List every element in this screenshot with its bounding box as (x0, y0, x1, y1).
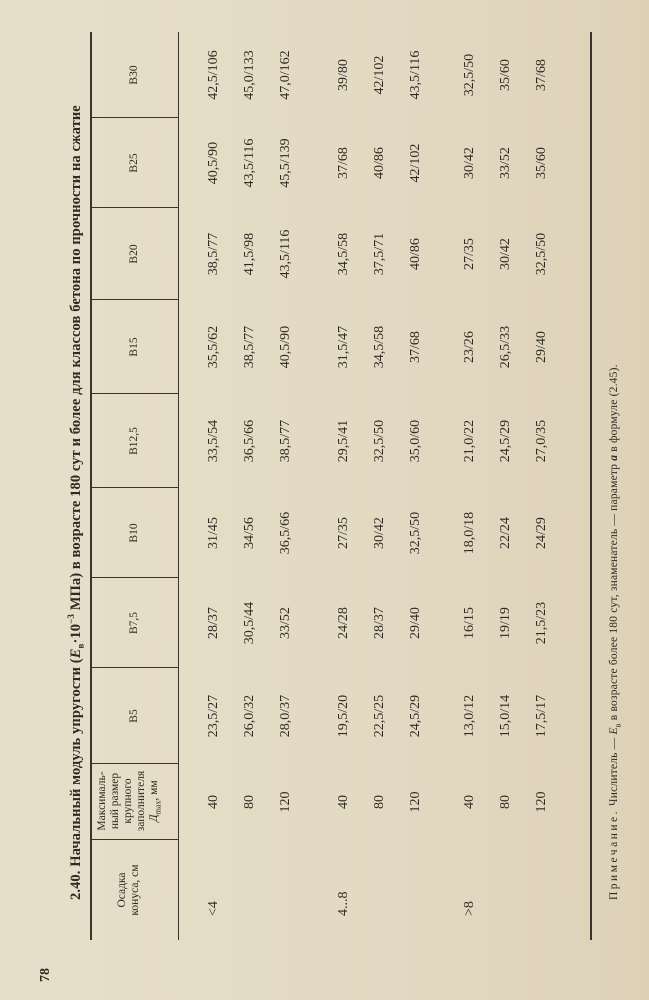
table-cell: 42,5/106 (206, 50, 221, 100)
footnote-param: a (608, 454, 620, 461)
table-cell: 34,5/58 (372, 325, 387, 369)
slump-group-label: 4...8 (336, 891, 351, 916)
aggregate-size: 40 (336, 795, 351, 809)
table-cell: 27/35 (336, 517, 351, 549)
header-aggregate-subscript: max (153, 800, 163, 815)
table-cell: 32,5/50 (462, 53, 477, 97)
title-superscript: −3 (66, 614, 76, 624)
aggregate-size: 40 (206, 795, 221, 809)
table-cell: 43,5/116 (408, 50, 423, 100)
header-aggregate-line: ный размер (109, 772, 121, 830)
footnote-label: Примечание. (608, 809, 620, 900)
table-cell: 29/40 (408, 607, 423, 639)
table-cell: 22/24 (498, 517, 513, 549)
table-cell: 31/45 (206, 517, 221, 549)
table-cell: 45,0/133 (242, 50, 257, 100)
table-cell: 26,0/32 (242, 694, 257, 738)
table-footnote (608, 364, 622, 900)
header-aggregate-symbol: Д (148, 814, 160, 822)
header-col-b25: B25 (128, 153, 140, 173)
table-cell: 38,5/77 (206, 232, 221, 276)
title-prefix: 2.40. Начальный модуль упругости ( (67, 658, 84, 900)
table-cell: 23,5/27 (206, 694, 221, 738)
aggregate-size: 80 (372, 795, 387, 809)
table-cell: 36,5/66 (278, 511, 293, 555)
footnote-text: Числитель — (608, 734, 620, 810)
table-header-rule (178, 32, 179, 940)
table-cell: 43,5/116 (278, 229, 293, 279)
table-cell: 40/86 (372, 147, 387, 179)
table-cell: 30/42 (372, 517, 387, 549)
table-cell: 22,5/25 (372, 694, 387, 738)
footnote-text: в возрасте более 180 сут, знаменатель — параметр (608, 460, 620, 724)
table-cell: 37/68 (534, 59, 549, 91)
header-slump (116, 842, 142, 938)
aggregate-size: 120 (534, 791, 549, 813)
header-slump-line: Осадка (116, 872, 128, 908)
table-cell: 28,0/37 (278, 694, 293, 738)
table-top-rule (90, 32, 92, 940)
table-cell: 31,5/47 (336, 325, 351, 369)
header-col-b5: B5 (128, 709, 140, 723)
table-cell: 15,0/14 (498, 694, 513, 738)
header-col-b20: B20 (128, 244, 140, 264)
table-cell: 13,0/12 (462, 694, 477, 738)
table-cell: 21,5/23 (534, 601, 549, 645)
table-cell: 24/29 (534, 517, 549, 549)
header-aggregate-unit: , мм (148, 780, 160, 801)
table-cell: 17,5/17 (534, 694, 549, 738)
table-cell: 37,5/71 (372, 232, 387, 276)
table-cell: 38,5/77 (278, 419, 293, 463)
title-mid: ·10 (67, 623, 84, 644)
table-cell: 42/102 (372, 55, 387, 95)
table-title (66, 105, 86, 900)
title-suffix: МПа) в возрасте 180 сут и более для классов бетона по прочности на сжатие (67, 105, 84, 615)
table-cell: 26,5/33 (498, 325, 513, 369)
header-aggregate-line: крупного (122, 778, 134, 824)
table-cell: 24,5/29 (498, 419, 513, 463)
table-cell: 24/28 (336, 607, 351, 639)
table-cell: 28/37 (206, 607, 221, 639)
table-cell: 34,5/58 (336, 232, 351, 276)
table-cell: 43,5/116 (242, 138, 257, 188)
table-cell: 28/37 (372, 607, 387, 639)
footnote-symbol: E (608, 727, 620, 735)
table-cell: 24,5/29 (408, 694, 423, 738)
header-col-b10: B10 (128, 523, 140, 543)
header-divider-1 (90, 839, 178, 840)
table-cell: 18,0/18 (462, 511, 477, 555)
table-cell: 34/56 (242, 517, 257, 549)
table-cell: 37/68 (336, 147, 351, 179)
header-aggregate-line (148, 764, 164, 838)
table-cell: 45,5/139 (278, 138, 293, 188)
table-cell: 35,0/60 (408, 419, 423, 463)
footnote-subscript: в (613, 723, 623, 728)
header-aggregate-line: Максималь- (96, 771, 108, 831)
footnote-text: в формуле (2.45). (608, 364, 620, 455)
table-cell: 47,0/162 (278, 50, 293, 100)
table-cell: 33,5/54 (206, 419, 221, 463)
aggregate-size: 40 (462, 795, 477, 809)
table-cell: 37/68 (408, 331, 423, 363)
title-subscript: в (75, 643, 86, 649)
header-aggregate (96, 764, 164, 838)
aggregate-size: 120 (408, 791, 423, 813)
header-aggregate-line: заполнителя (135, 770, 147, 832)
table-cell: 30/42 (498, 238, 513, 270)
table-cell: 35/60 (498, 59, 513, 91)
table-cell: 38,5/77 (242, 325, 257, 369)
table-cell: 16/15 (462, 607, 477, 639)
aggregate-size: 120 (278, 791, 293, 813)
table-cell: 27/35 (462, 238, 477, 270)
slump-group-label: <4 (206, 901, 221, 916)
page-number: 78 (38, 968, 53, 982)
table-cell: 32,5/50 (372, 419, 387, 463)
table-cell: 27,0/35 (534, 419, 549, 463)
table-cell: 32,5/50 (534, 232, 549, 276)
table-cell: 19/19 (498, 607, 513, 639)
table-cell: 40,5/90 (278, 325, 293, 369)
table-cell: 40/86 (408, 238, 423, 270)
table-cell: 23/26 (462, 331, 477, 363)
header-col-b7-5: B7,5 (128, 611, 140, 635)
header-col-b12-5: B12,5 (128, 427, 140, 455)
aggregate-size: 80 (242, 795, 257, 809)
table-cell: 21,0/22 (462, 419, 477, 463)
table-cell: 33/52 (498, 147, 513, 179)
table-cell: 30,5/44 (242, 601, 257, 645)
table-cell: 19,5/20 (336, 694, 351, 738)
header-slump-line: конуса, см (129, 864, 141, 916)
header-col-b30: B30 (128, 65, 140, 85)
table-cell: 35/60 (534, 147, 549, 179)
table-cell: 40,5/90 (206, 141, 221, 185)
table-cell: 41,5/98 (242, 232, 257, 276)
title-symbol: E (67, 648, 84, 659)
table-cell: 33/52 (278, 607, 293, 639)
table-cell: 36,5/66 (242, 419, 257, 463)
header-col-b15: B15 (128, 337, 140, 357)
table-cell: 42/102 (408, 143, 423, 183)
table-cell: 29/40 (534, 331, 549, 363)
table-cell: 35,5/62 (206, 325, 221, 369)
table-cell: 29,5/41 (336, 419, 351, 463)
table-cell: 39/80 (336, 59, 351, 91)
aggregate-size: 80 (498, 795, 513, 809)
table-cell: 30/42 (462, 147, 477, 179)
slump-group-label: >8 (462, 901, 477, 916)
table-cell: 32,5/50 (408, 511, 423, 555)
table-bottom-rule (590, 32, 592, 940)
